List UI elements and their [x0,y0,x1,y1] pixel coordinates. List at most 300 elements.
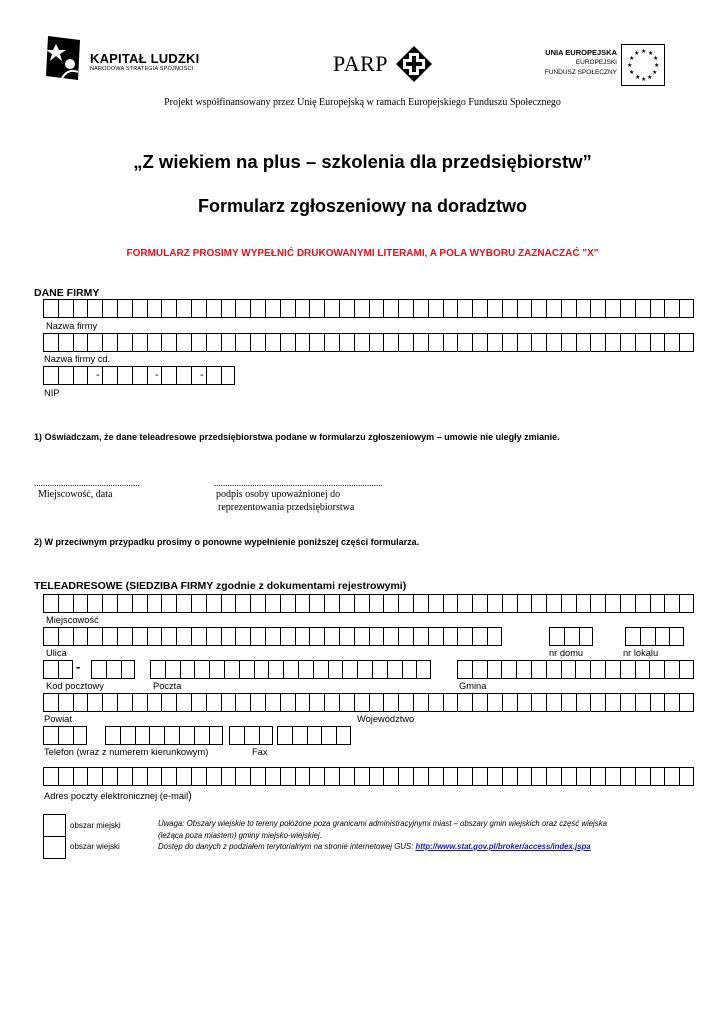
input-cell[interactable] [209,726,224,745]
input-cell[interactable] [413,767,428,786]
input-cell[interactable] [87,767,102,786]
input-cell[interactable] [176,299,191,318]
input-cell[interactable] [443,767,458,786]
input-cell[interactable] [590,660,605,679]
input-cell[interactable] [398,594,413,613]
input-cell[interactable] [176,693,191,712]
input-cell[interactable] [546,767,561,786]
input-cell[interactable] [265,299,280,318]
fax-number-field[interactable] [277,726,351,747]
input-cell[interactable] [135,726,150,745]
input-cell[interactable] [117,627,132,646]
input-cell[interactable] [517,767,532,786]
input-cell[interactable] [516,660,531,679]
input-cell[interactable] [576,299,591,318]
input-cell[interactable] [416,660,431,679]
input-cell[interactable] [58,366,73,385]
input-cell[interactable] [457,660,472,679]
input-cell[interactable] [398,333,413,352]
input-cell[interactable] [147,594,162,613]
input-cell[interactable] [650,333,665,352]
input-cell[interactable] [280,693,295,712]
input-cell[interactable] [43,366,58,385]
input-cell[interactable] [120,726,135,745]
input-cell[interactable] [309,767,324,786]
input-cell[interactable] [58,767,73,786]
input-cell[interactable] [635,693,650,712]
input-cell[interactable] [229,726,244,745]
input-cell[interactable] [147,299,162,318]
input-cell[interactable] [635,333,650,352]
input-cell[interactable] [58,594,73,613]
input-cell[interactable] [487,627,502,646]
input-cell[interactable] [73,299,88,318]
company-name-field[interactable] [43,299,694,320]
input-cell[interactable] [58,726,73,745]
input-cell[interactable] [179,726,194,745]
input-cell[interactable] [413,627,428,646]
gus-link[interactable]: http://www.stat.gov.pl/broker/access/index.jspa [415,842,591,851]
input-cell[interactable] [43,767,58,786]
postal-code-part1[interactable] [43,660,73,681]
input-cell[interactable] [191,693,206,712]
input-cell[interactable] [443,693,458,712]
input-cell[interactable] [472,333,487,352]
input-cell[interactable] [620,693,635,712]
input-cell[interactable] [561,767,576,786]
input-cell[interactable] [58,660,73,679]
input-cell[interactable] [117,767,132,786]
input-cell[interactable] [546,299,561,318]
input-cell[interactable] [502,333,517,352]
input-cell[interactable] [206,693,221,712]
input-cell[interactable] [590,299,605,318]
input-cell[interactable] [457,594,472,613]
input-cell[interactable] [117,333,132,352]
input-cell[interactable] [383,299,398,318]
input-cell[interactable] [561,660,576,679]
input-cell[interactable] [369,594,384,613]
input-cell[interactable] [531,693,546,712]
input-cell[interactable] [383,767,398,786]
input-cell[interactable] [117,366,132,385]
input-cell[interactable] [161,767,176,786]
input-cell[interactable] [369,767,384,786]
input-cell[interactable] [117,693,132,712]
input-cell[interactable] [605,594,620,613]
input-cell[interactable] [398,627,413,646]
input-cell[interactable] [354,299,369,318]
input-cell[interactable] [650,594,665,613]
input-cell[interactable] [176,366,191,385]
input-cell[interactable] [669,627,684,646]
input-cell[interactable] [517,594,532,613]
input-cell[interactable] [679,594,694,613]
input-cell[interactable] [43,594,58,613]
input-cell[interactable] [132,299,147,318]
input-cell[interactable] [605,693,620,712]
input-cell[interactable] [102,693,117,712]
input-cell[interactable] [339,767,354,786]
input-cell[interactable] [561,299,576,318]
input-cell[interactable] [58,333,73,352]
input-cell[interactable] [517,693,532,712]
input-cell[interactable] [132,594,147,613]
input-cell[interactable] [324,333,339,352]
input-cell[interactable] [165,660,180,679]
input-cell[interactable] [87,594,102,613]
input-cell[interactable] [268,660,283,679]
input-cell[interactable] [354,594,369,613]
input-cell[interactable] [87,333,102,352]
input-cell[interactable] [43,726,58,745]
input-cell[interactable] [650,299,665,318]
input-cell[interactable] [342,660,357,679]
city-field[interactable] [43,594,694,615]
input-cell[interactable] [309,594,324,613]
input-cell[interactable] [576,333,591,352]
input-cell[interactable] [176,767,191,786]
input-cell[interactable] [413,333,428,352]
company-name-cont-field[interactable] [43,333,694,354]
phone-number-field[interactable] [105,726,223,747]
input-cell[interactable] [259,726,274,745]
input-cell[interactable] [321,726,336,745]
input-cell[interactable] [457,627,472,646]
input-cell[interactable] [102,627,117,646]
input-cell[interactable] [620,333,635,352]
input-cell[interactable] [620,594,635,613]
input-cell[interactable] [280,627,295,646]
input-cell[interactable] [224,660,239,679]
input-cell[interactable] [161,299,176,318]
input-cell[interactable] [58,299,73,318]
input-cell[interactable] [265,767,280,786]
input-cell[interactable] [650,767,665,786]
input-cell[interactable] [102,767,117,786]
input-cell[interactable] [102,333,117,352]
input-cell[interactable] [265,627,280,646]
input-cell[interactable] [132,693,147,712]
input-cell[interactable] [324,693,339,712]
input-cell[interactable] [309,627,324,646]
input-cell[interactable] [576,767,591,786]
input-cell[interactable] [620,767,635,786]
input-cell[interactable] [73,767,88,786]
input-cell[interactable] [235,693,250,712]
input-cell[interactable] [250,627,265,646]
input-cell[interactable] [546,333,561,352]
house-number-field[interactable] [549,627,593,648]
input-cell[interactable] [383,333,398,352]
input-cell[interactable] [620,660,635,679]
input-cell[interactable] [472,693,487,712]
input-cell[interactable] [472,660,487,679]
input-cell[interactable] [664,333,679,352]
input-cell[interactable] [443,627,458,646]
input-cell[interactable] [339,627,354,646]
input-cell[interactable] [221,693,236,712]
input-cell[interactable] [640,627,655,646]
input-cell[interactable] [579,627,594,646]
urban-area-checkbox[interactable] [43,814,66,837]
input-cell[interactable] [354,693,369,712]
input-cell[interactable] [235,767,250,786]
input-cell[interactable] [546,594,561,613]
input-cell[interactable] [428,627,443,646]
input-cell[interactable] [73,726,88,745]
input-cell[interactable] [487,693,502,712]
input-cell[interactable] [209,660,224,679]
input-cell[interactable] [191,333,206,352]
input-cell[interactable] [605,660,620,679]
input-cell[interactable] [324,627,339,646]
input-cell[interactable] [206,299,221,318]
input-cell[interactable] [280,299,295,318]
input-cell[interactable] [605,333,620,352]
input-cell[interactable] [132,366,147,385]
input-cell[interactable] [387,660,402,679]
input-cell[interactable] [265,333,280,352]
input-cell[interactable] [502,693,517,712]
input-cell[interactable] [87,299,102,318]
input-cell[interactable] [206,767,221,786]
input-cell[interactable] [295,693,310,712]
input-cell[interactable] [280,594,295,613]
input-cell[interactable] [149,726,164,745]
input-cell[interactable] [328,660,343,679]
input-cell[interactable] [635,594,650,613]
input-cell[interactable] [58,627,73,646]
input-cell[interactable] [549,627,564,646]
input-cell[interactable] [73,594,88,613]
input-cell[interactable] [265,594,280,613]
input-cell[interactable] [561,693,576,712]
input-cell[interactable] [161,627,176,646]
input-cell[interactable] [221,366,236,385]
input-cell[interactable] [235,594,250,613]
input-cell[interactable] [265,693,280,712]
input-cell[interactable] [679,333,694,352]
phone-area-field[interactable] [43,726,87,747]
input-cell[interactable] [487,299,502,318]
input-cell[interactable] [147,366,162,385]
input-cell[interactable] [235,627,250,646]
input-cell[interactable] [161,366,176,385]
input-cell[interactable] [87,627,102,646]
input-cell[interactable] [575,660,590,679]
fax-area-field[interactable] [229,726,273,747]
input-cell[interactable] [605,299,620,318]
input-cell[interactable] [324,299,339,318]
input-cell[interactable] [150,660,165,679]
input-cell[interactable] [176,333,191,352]
input-cell[interactable] [161,594,176,613]
post-office-field[interactable] [150,660,431,681]
email-field[interactable] [43,767,694,788]
input-cell[interactable] [413,299,428,318]
input-cell[interactable] [472,299,487,318]
rural-area-checkbox[interactable] [43,836,66,859]
input-cell[interactable] [235,299,250,318]
input-cell[interactable] [339,693,354,712]
input-cell[interactable] [655,627,670,646]
input-cell[interactable] [443,333,458,352]
input-cell[interactable] [576,693,591,712]
input-cell[interactable] [298,660,313,679]
input-cell[interactable] [372,660,387,679]
input-cell[interactable] [457,693,472,712]
input-cell[interactable] [191,627,206,646]
input-cell[interactable] [402,660,417,679]
input-cell[interactable] [472,594,487,613]
input-cell[interactable] [164,726,179,745]
input-cell[interactable] [679,660,694,679]
input-cell[interactable] [250,299,265,318]
input-cell[interactable] [428,693,443,712]
input-cell[interactable] [590,594,605,613]
input-cell[interactable] [295,767,310,786]
input-cell[interactable] [221,594,236,613]
input-cell[interactable] [383,594,398,613]
input-cell[interactable] [194,726,209,745]
input-cell[interactable] [106,660,121,679]
input-cell[interactable] [235,333,250,352]
input-cell[interactable] [531,767,546,786]
input-cell[interactable] [501,660,516,679]
input-cell[interactable] [295,627,310,646]
input-cell[interactable] [250,594,265,613]
input-cell[interactable] [292,726,307,745]
input-cell[interactable] [161,693,176,712]
input-cell[interactable] [250,333,265,352]
input-cell[interactable] [221,767,236,786]
input-cell[interactable] [428,594,443,613]
input-cell[interactable] [43,660,58,679]
input-cell[interactable] [176,594,191,613]
input-cell[interactable] [176,627,191,646]
input-cell[interactable] [398,767,413,786]
input-cell[interactable] [369,299,384,318]
nip-field[interactable] [43,366,235,387]
input-cell[interactable] [87,693,102,712]
input-cell[interactable] [531,594,546,613]
input-cell[interactable] [339,299,354,318]
input-cell[interactable] [43,333,58,352]
input-cell[interactable] [194,660,209,679]
input-cell[interactable] [383,693,398,712]
input-cell[interactable] [309,299,324,318]
input-cell[interactable] [502,767,517,786]
input-cell[interactable] [73,366,88,385]
input-cell[interactable] [147,693,162,712]
input-cell[interactable] [531,660,546,679]
input-cell[interactable] [117,594,132,613]
input-cell[interactable] [635,660,650,679]
input-cell[interactable] [546,693,561,712]
input-cell[interactable] [43,627,58,646]
input-cell[interactable] [309,693,324,712]
input-cell[interactable] [295,333,310,352]
input-cell[interactable] [502,299,517,318]
input-cell[interactable] [324,767,339,786]
input-cell[interactable] [244,726,259,745]
input-cell[interactable] [635,767,650,786]
input-cell[interactable] [206,333,221,352]
input-cell[interactable] [357,660,372,679]
input-cell[interactable] [383,627,398,646]
input-cell[interactable] [546,660,561,679]
input-cell[interactable] [531,299,546,318]
input-cell[interactable] [221,627,236,646]
input-cell[interactable] [277,726,292,745]
input-cell[interactable] [354,333,369,352]
input-cell[interactable] [590,693,605,712]
input-cell[interactable] [73,333,88,352]
input-cell[interactable] [43,299,58,318]
input-cell[interactable] [487,333,502,352]
input-cell[interactable] [132,333,147,352]
input-cell[interactable] [336,726,351,745]
input-cell[interactable] [413,594,428,613]
input-cell[interactable] [121,660,136,679]
input-cell[interactable] [664,594,679,613]
input-cell[interactable] [664,299,679,318]
input-cell[interactable] [102,366,117,385]
input-cell[interactable] [73,693,88,712]
input-cell[interactable] [354,767,369,786]
input-cell[interactable] [457,767,472,786]
input-cell[interactable] [250,767,265,786]
input-cell[interactable] [443,594,458,613]
input-cell[interactable] [309,333,324,352]
input-cell[interactable] [625,627,640,646]
input-cell[interactable] [620,299,635,318]
input-cell[interactable] [664,767,679,786]
postal-code-part2[interactable] [91,660,135,681]
input-cell[interactable] [132,627,147,646]
input-cell[interactable] [564,627,579,646]
input-cell[interactable] [206,627,221,646]
input-cell[interactable] [147,767,162,786]
input-cell[interactable] [502,594,517,613]
input-cell[interactable] [561,333,576,352]
input-cell[interactable] [283,660,298,679]
input-cell[interactable] [117,299,132,318]
input-cell[interactable] [428,299,443,318]
input-cell[interactable] [313,660,328,679]
input-cell[interactable] [206,594,221,613]
input-cell[interactable] [191,594,206,613]
input-cell[interactable] [561,594,576,613]
input-cell[interactable] [576,594,591,613]
input-cell[interactable] [147,627,162,646]
input-cell[interactable] [339,333,354,352]
input-cell[interactable] [339,594,354,613]
input-cell[interactable] [679,299,694,318]
input-cell[interactable] [413,693,428,712]
input-cell[interactable] [354,627,369,646]
input-cell[interactable] [324,594,339,613]
input-cell[interactable] [443,299,458,318]
input-cell[interactable] [206,366,221,385]
input-cell[interactable] [132,767,147,786]
input-cell[interactable] [590,767,605,786]
input-cell[interactable] [531,333,546,352]
input-cell[interactable] [280,333,295,352]
input-cell[interactable] [43,693,58,712]
input-cell[interactable] [73,627,88,646]
